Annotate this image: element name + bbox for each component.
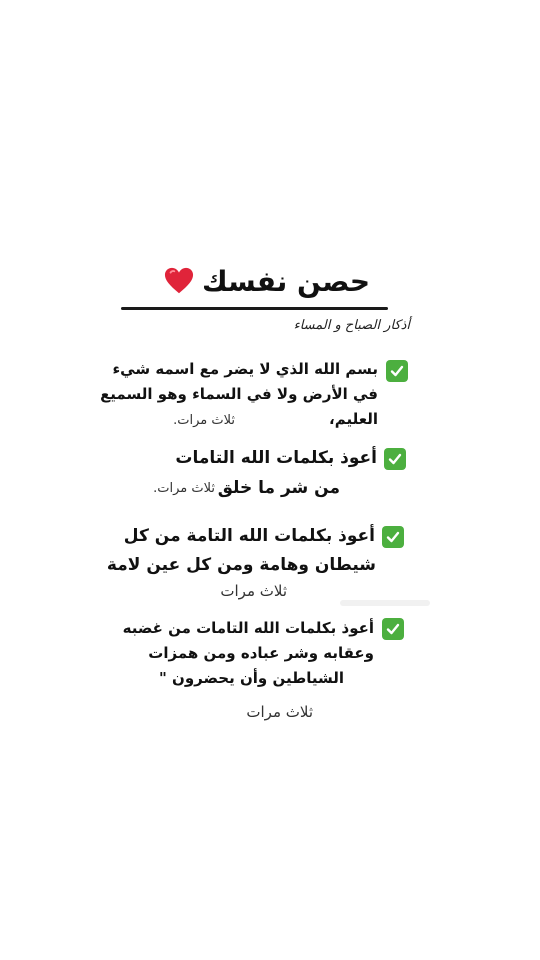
item-3-count: ثلاث مرات bbox=[220, 582, 287, 600]
watermark-bar bbox=[340, 600, 430, 606]
red-heart-icon bbox=[164, 266, 194, 296]
item-4-line-1: أعوذ بكلمات الله التامات من غضبه bbox=[122, 619, 374, 637]
title-divider bbox=[121, 307, 388, 310]
item-1-line-1: بسم الله الذي لا يضر مع اسمه شيء bbox=[112, 360, 378, 378]
item-1-line-3: العليم، bbox=[329, 410, 378, 428]
item-2-line-2: من شر ما خلق bbox=[217, 478, 340, 498]
check-mark-icon bbox=[384, 448, 406, 470]
title-row bbox=[150, 258, 370, 304]
item-2-line-1: أعوذ بكلمات الله التامات bbox=[175, 448, 377, 468]
item-3-line-1: أعوذ بكلمات الله التامة من كل bbox=[123, 526, 375, 546]
page-title: حصن نفسك bbox=[202, 264, 370, 298]
item-4-count: ثلاث مرات bbox=[246, 703, 313, 721]
item-4-line-3: الشياطين وأن يحضرون " bbox=[159, 669, 344, 687]
item-4-line-2: وعقابه وشر عباده ومن همزات bbox=[148, 644, 374, 662]
check-mark-icon bbox=[382, 618, 404, 640]
subtitle: أذكار الصباح و المساء bbox=[293, 318, 410, 333]
item-1-line-2: في الأرض ولا في السماء وهو السميع bbox=[100, 385, 378, 403]
item-2-count: ثلاث مرات. bbox=[153, 481, 215, 496]
item-3-line-2: شيطان وهامة ومن كل عين لامة bbox=[106, 555, 376, 575]
check-mark-icon bbox=[386, 360, 408, 382]
check-mark-icon bbox=[382, 526, 404, 548]
item-1-count: ثلاث مرات. bbox=[173, 413, 235, 428]
